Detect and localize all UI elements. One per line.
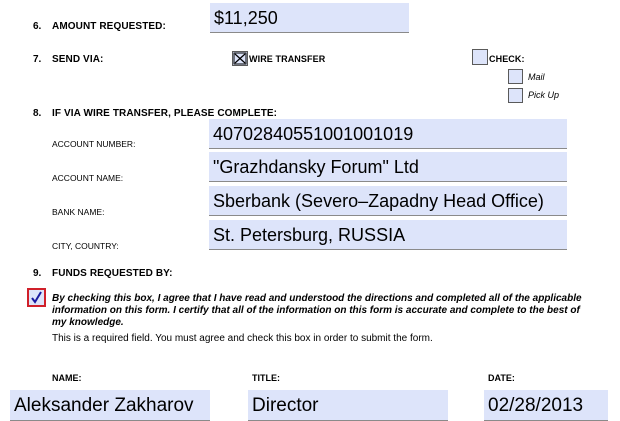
bank-name-label: BANK NAME: [52, 207, 105, 217]
city-country-label: CITY, COUNTRY: [52, 241, 119, 251]
date-label: DATE: [488, 373, 515, 383]
account-number-field[interactable]: 40702840551001001019 [209, 119, 567, 149]
mail-label: Mail [528, 72, 545, 82]
checkmark-icon [29, 290, 44, 305]
wire-details-label: IF VIA WIRE TRANSFER, PLEASE COMPLETE: [52, 108, 278, 119]
title-label: TITLE: [252, 373, 280, 383]
amount-requested-label: AMOUNT REQUESTED: [52, 21, 166, 32]
x-mark-icon [233, 52, 247, 65]
mail-checkbox[interactable] [508, 69, 523, 84]
check-checkbox[interactable] [472, 49, 488, 65]
title-field[interactable]: Director [248, 390, 448, 421]
section-number: 6. [33, 21, 42, 32]
bank-name-field[interactable]: Sberbank (Severo–Zapadny Head Office) [209, 186, 567, 216]
pickup-checkbox[interactable] [508, 88, 523, 103]
agreement-text: By checking this box, I agree that I have read and understood the directions and completed all of the applicable information on this form. I certify that all of the information on this form is accurate and complete to the best of my knowledge. [52, 293, 582, 328]
section-number: 8. [33, 108, 42, 119]
city-country-field[interactable]: St. Petersburg, RUSSIA [209, 220, 567, 250]
account-name-label: ACCOUNT NAME: [52, 173, 124, 183]
wire-transfer-label: WIRE TRANSFER [249, 54, 326, 64]
name-field[interactable]: Aleksander Zakharov [10, 390, 210, 421]
wire-transfer-checkbox[interactable] [232, 51, 248, 66]
funds-requested-by-label: FUNDS REQUESTED BY: [52, 268, 173, 279]
required-note: This is a required field. You must agree and check this box in order to submit the form. [52, 333, 433, 344]
send-via-label: SEND VIA: [52, 54, 104, 65]
date-field[interactable]: 02/28/2013 [484, 390, 608, 421]
agree-checkbox[interactable] [27, 288, 46, 307]
account-name-field[interactable]: "Grazhdansky Forum" Ltd [209, 152, 567, 182]
amount-requested-field[interactable]: $11,250 [210, 3, 409, 33]
section-number: 9. [33, 268, 42, 279]
account-number-label: ACCOUNT NUMBER: [52, 139, 136, 149]
name-label: NAME: [52, 373, 82, 383]
section-number: 7. [33, 54, 42, 65]
check-label: CHECK: [489, 54, 525, 64]
pickup-label: Pick Up [528, 90, 560, 100]
